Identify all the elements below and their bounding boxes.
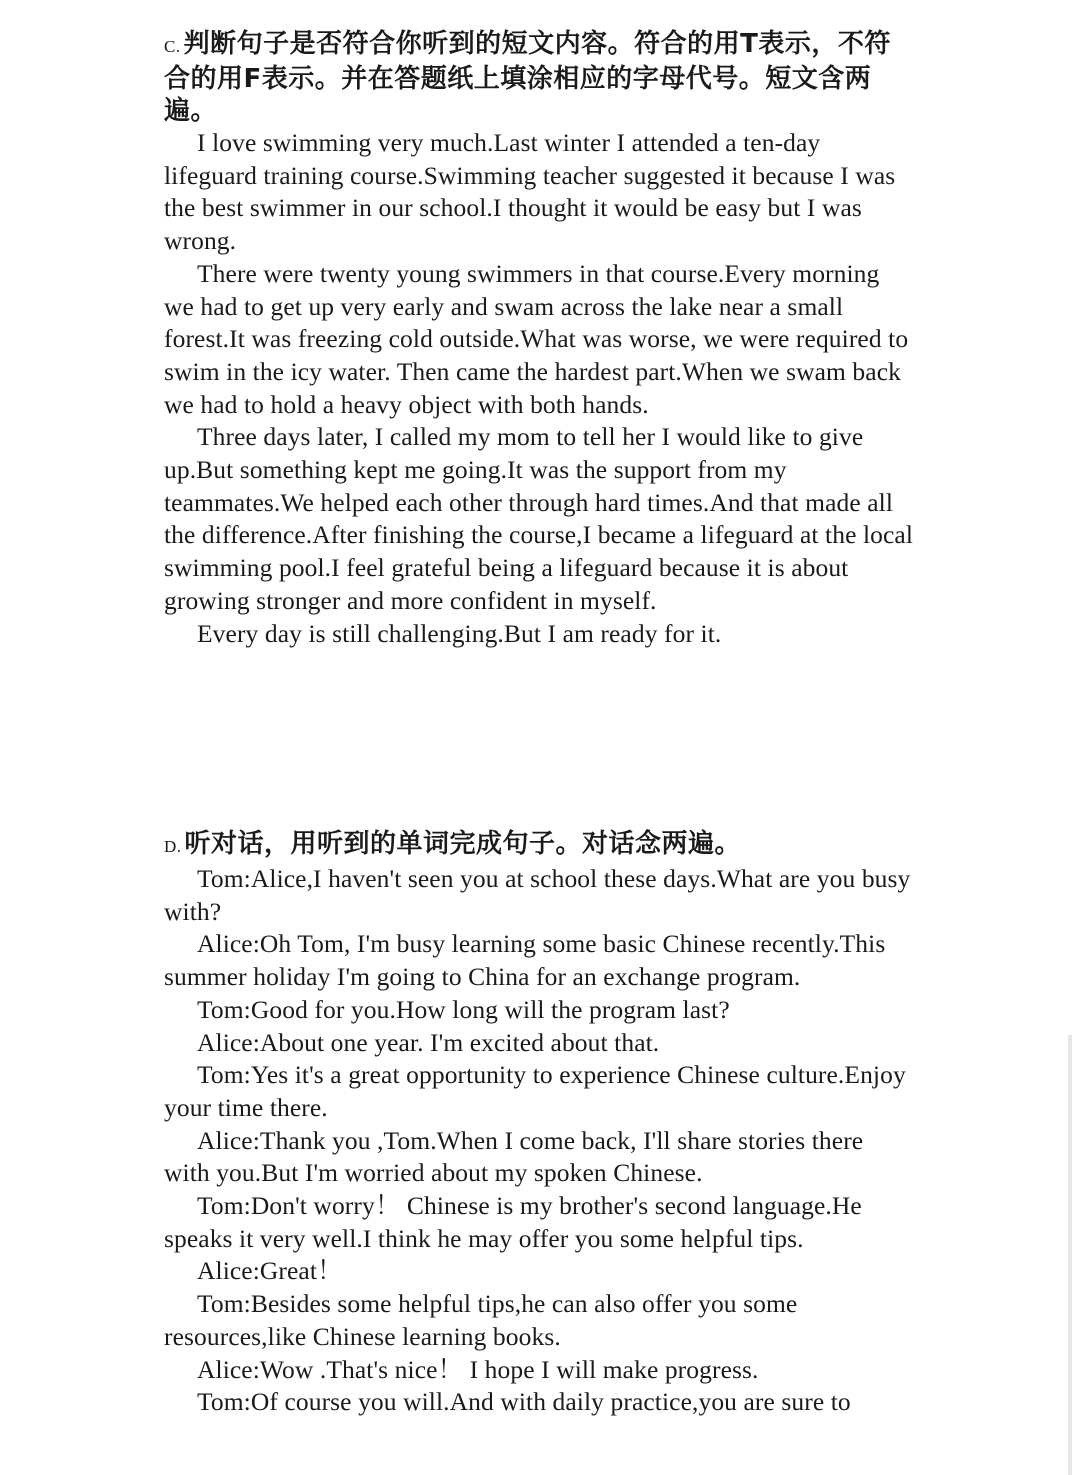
scroll-edge-shadow (1068, 1035, 1072, 1475)
dialogue-line: Tom:Good for you.How long will the program last? (197, 994, 730, 1024)
dialogue-line: Alice:Thank you ,Tom.When I come back, I'll share stories there with you.But I'm worried about my spoken Chinese. (164, 1125, 864, 1188)
section-c (164, 28, 914, 650)
dialogue-line: Tom:Besides some helpful tips,he can also offer you some resources,like Chinese learning books. (164, 1289, 798, 1351)
dialogue-line: Tom:Yes it's a great opportunity to experience Chinese culture.Enjoy your time there. (164, 1060, 906, 1122)
section-c-instruction (164, 28, 914, 127)
passage-paragraph-4: Every day is still challenging.But I am ready for it. (197, 618, 722, 648)
dialogue-line: Alice:Great！ (197, 1256, 343, 1286)
dialogue-line: Alice:Wow .That's nice！ I hope I will make progress. (197, 1354, 759, 1384)
dialogue-line: Tom:Don't worry！ Chinese is my brother's second language.He speaks it very well.I think he may offer you some helpful tips. (164, 1191, 862, 1253)
passage-paragraph-1: I love swimming very much.Last winter I attended a ten-day lifeguard training course.Swimming teacher suggested it because I was the best swimmer in our school.I thought it would be easy but I was wrong. (164, 128, 896, 256)
section-d (164, 828, 914, 1419)
section-c-label: C. (164, 37, 181, 56)
dialogue-line: Tom:Alice,I haven't seen you at school these days.What are you busy with? (164, 864, 911, 926)
dialogue-line: Tom:Of course you will.And with daily practice,you are sure to (197, 1387, 851, 1417)
section-d-label: D. (164, 837, 182, 856)
passage-paragraph-2: There were twenty young swimmers in that course.Every morning we had to get up very early and swam across the lake near a small forest.It was freezing cold outside.What was worse, we were required to swim in the icy water. Then came the hardest part.When we swam back we had to hold a heavy object with both hands. (164, 258, 909, 419)
passage-paragraph-3: Three days later, I called my mom to tell her I would like to give up.But something kept me going.It was the support from my teammates.We helped each other through hard times.And that made all the difference.After finishing the course,I became a lifeguard at the local swimming pool.I feel grateful being a lifeguard because it is about growing stronger and more confident in myself. (164, 422, 914, 615)
section-c-instruction-text: 判断句子是否符合你听到的短文内容。符合的用T表示，不符合的用F表示。并在答题纸上填涂相应的字母代号。短文含两遍。 (164, 29, 891, 126)
section-d-instruction-text: 听对话，用听到的单词完成句子。对话念两遍。 (184, 829, 742, 859)
dialogue-line: Alice:Oh Tom, I'm busy learning some basic Chinese recently.This summer holiday I'm going to China for an exchange program. (164, 929, 886, 992)
section-d-instruction (164, 828, 914, 863)
dialogue-line: Alice:About one year. I'm excited about that. (197, 1027, 660, 1057)
